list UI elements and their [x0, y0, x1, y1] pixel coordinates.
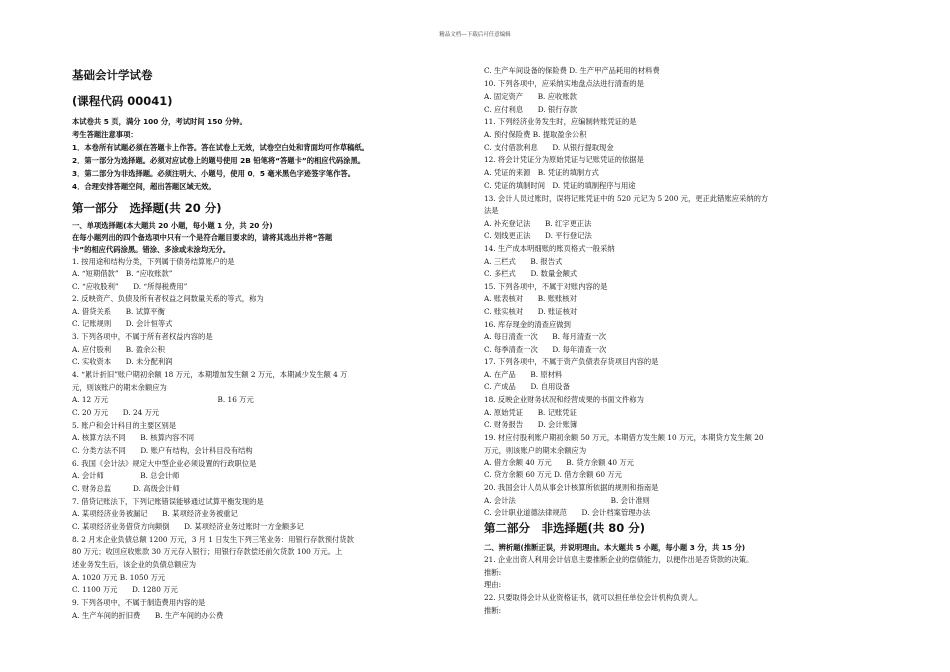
left-text-line: C. 财务总监 D. 高级会计师	[72, 484, 180, 493]
left-text-line: A. 12 万元 B. 16 万元	[72, 395, 254, 404]
left-text-line: 4．合理安排答题空间，超出答题区域无效。	[72, 182, 216, 191]
left-text-line: 元，则该账户的期末余额应为	[72, 383, 167, 392]
section-heading: 第一部分 选择题(共 20 分)	[72, 201, 222, 215]
right-text-line: 10. 下列各项中，应采纳实地盘点法进行清查的是	[484, 79, 644, 88]
right-text-line: 22. 只要取得会计从业资格证书，就可以担任单位会计机构负责人。	[484, 593, 703, 602]
right-text-line: 14. 生产成本明细账的账页格式一般采纳	[484, 244, 615, 253]
left-text-line: C. 某项经济业务借贷方向颠倒 D. 某项经济业务过账时一方金额多记	[72, 522, 304, 531]
right-text-line: 16. 库存现金的清查应做到	[484, 320, 571, 329]
right-text-line: 18. 反映企业财务状况和经营成果的书面文件称为	[484, 395, 644, 404]
left-text-line: C. 分类方法不同 D. 账户有结构，会计科目没有结构	[72, 446, 253, 455]
left-text-line: 8. 2 月末企业负债总额 1200 万元，3 月 1 日发生下列三笔业务：用银行存款预付货款	[72, 535, 354, 544]
right-text-line: A. 在产品 B. 原材料	[484, 370, 563, 379]
right-text-line: A. 原始凭证 B. 记账凭证	[484, 408, 577, 417]
right-text-line: A. 每日清查一次 B. 每月清查一次	[484, 332, 607, 341]
left-text-line: C. 20 万元 D. 24 万元	[72, 408, 160, 417]
exam-title: 基础会计学试卷	[72, 68, 153, 82]
left-text-line: 7. 借贷记账法下，下列记账错误能够通过试算平衡发现的是	[72, 497, 264, 506]
right-text-line: 15. 下列各项中，不属于对账内容的是	[484, 282, 608, 291]
left-text-line: A. “短期借款” B. “应收账款”	[72, 269, 173, 278]
left-text-line: 1. 按用途和结构分类，下列属于债务结算账户的是	[72, 257, 235, 266]
right-text-line: 推断:	[484, 568, 502, 577]
left-text-line: A. 核算方法不同 B. 核算内容不同	[72, 433, 195, 442]
left-text-line: 述业务发生后，该企业的负债总额应为	[72, 560, 197, 569]
right-text-line: 20. 我国会计人员从事会计核算所依据的规则和指南是	[484, 483, 659, 492]
right-text-line: 21. 企业出资人利用会计信息主要推断企业的偿债能力，以便作出是否贷款的决策。	[484, 555, 754, 564]
right-text-line: 12. 将会计凭证分为原始凭证与记账凭证的依据是	[484, 155, 644, 164]
left-text-line: 1．本卷所有试题必须在答题卡上作答。答在试卷上无效，试卷空白处和背面均可作草稿纸。	[72, 143, 369, 152]
right-text-line: C. 支付借款利息 D. 从银行提取现金	[484, 143, 614, 152]
right-text-line: 法是	[484, 206, 499, 215]
right-text-line: A. 三栏式 B. 报告式	[484, 257, 563, 266]
left-text-line: 5. 账户和会计科目的主要区别是	[72, 421, 177, 430]
left-text-line: 4. “累计折旧”账户期初余额 18 万元，本期增加发生额 2 万元，本期减少发生额 4 万	[72, 370, 348, 379]
right-text-line: A. 借方余额 40 万元 B. 贷方余额 40 万元	[484, 458, 634, 467]
left-text-line: 2．第一部分为选择题。必须对应试卷上的题号使用 2B 铅笔将“答题卡”的相应代码涂黑。	[72, 156, 366, 165]
right-text-line: C. 产成品 D. 自用设备	[484, 382, 570, 391]
left-text-line: 3. 下列各项中，不属于所有者权益内容的是	[72, 332, 213, 341]
left-text-line: 80 万元；收回应收账款 30 万元存入银行；用银行存款偿还前欠货款 100 万元。上	[72, 547, 343, 556]
left-text-line: C. 1100 万元 D. 1280 万元	[72, 585, 178, 594]
left-text-line: C. “应收股利” D. “所得税费用”	[72, 282, 188, 291]
right-text-line: 11. 下列经济业务发生时，应编制转账凭证的是	[484, 117, 637, 126]
left-text-line: C. 实收资本 D. 未分配利润	[72, 357, 173, 366]
right-text-line: A. 预付保险费 B. 提取盈余公积	[484, 130, 587, 139]
right-text-line: C. 多栏式 D. 数量金额式	[484, 269, 578, 278]
left-text-line: A. 某项经济业务被漏记 B. 某项经济业务被重记	[72, 509, 238, 518]
left-text-line: 卡”的相应代码涂黑。错涂、多涂或未涂均无分。	[72, 245, 231, 254]
left-text-line: 在每小题列出的四个备选项中只有一个是符合题目要求的，请将其选出并将“答题	[72, 233, 333, 242]
right-text-line: A. 会计法 B. 会计准则	[484, 496, 650, 505]
right-text-line: C. 每季清查一次 D. 每年清查一次	[484, 345, 607, 354]
exam-title: (课程代码 00041)	[72, 94, 173, 108]
right-text-line: C. 贷方余额 60 万元 D. 借方余额 60 万元	[484, 470, 622, 479]
left-text-line: 3．第二部分为非选择题。必须注明大、小题号，使用 0．5 毫米黑色字迹签字笔作答。	[72, 169, 355, 178]
left-text-line: A. 1020 万元 B. 1050 万元	[72, 573, 166, 582]
left-text-line: 6. 我国《会计法》规定大中型企业必须设置的行政职位是	[72, 459, 257, 468]
right-text-line: C. 凭证的填制时间 D. 凭证的填制程序与用途	[484, 181, 636, 190]
right-text-line: 推断:	[484, 606, 502, 615]
left-text-line: 考生答题注意事项：	[72, 130, 138, 139]
right-text-line: C. 生产车间设备的保险费 D. 生产甲产品耗用的材料费	[484, 66, 660, 75]
right-text-line: C. 应付利息 D. 银行存款	[484, 105, 578, 114]
section-heading: 第二部分 非选择题(共 80 分)	[484, 521, 646, 535]
left-text-line: 9. 下列各项中，不属于制造费用内容的是	[72, 598, 206, 607]
right-text-line: 17. 下列各项中，不属于资产负债表存货项目内容的是	[484, 357, 659, 366]
right-text-line: A. 补充登记法 B. 红字更正法	[484, 219, 592, 228]
right-text-line: A. 账表核对 B. 账账核对	[484, 294, 577, 303]
right-text-line: 理由:	[484, 580, 502, 589]
right-text-line: C. 划线更正法 D. 平行登记法	[484, 231, 592, 240]
left-text-line: 一、单项选择题(本大题共 20 小题，每小题 1 分，共 20 分)	[72, 221, 273, 230]
left-text-line: A. 应付股利 B. 盈余公积	[72, 345, 165, 354]
right-text-line: 19. 材应付股利账户期初余额 50 万元，本期借方发生额 10 万元，本期贷方发生额 20	[484, 433, 764, 442]
right-text-line: A. 凭证的来源 B. 凭证的填制方式	[484, 168, 599, 177]
left-text-line: A. 借贷关系 B. 试算平衡	[72, 307, 165, 316]
right-text-line: 二、辨析题(推断正误，并说明理由。本大题共 5 小题，每小题 3 分，共 15 分)	[484, 543, 746, 552]
right-text-line: A. 固定资产 B. 应收账款	[484, 92, 577, 101]
right-text-line: 万元，则该账户的期末余额应为	[484, 446, 587, 455]
left-text-line: 本试卷共 5 页，满分 100 分，考试时间 150 分钟。	[72, 117, 247, 126]
left-text-line: A. 生产车间的折旧费 B. 生产车间的办公费	[72, 610, 224, 620]
right-text-line: C. 账实核对 D. 账证核对	[484, 307, 578, 316]
left-text-line: C. 记账规则 D. 会计恒等式	[72, 319, 173, 328]
left-text-line: 2. 反映资产、负债及所有者权益之间数量关系的等式，称为	[72, 294, 264, 303]
page-header: 精品文档---下载后可任意编辑	[439, 32, 511, 38]
right-text-line: 13. 会计人员过账时，误将记账凭证中的 520 元记为 5 200 元，更正此错账应采纳的方	[484, 194, 769, 203]
right-text-line: C. 会计职业道德法律规范 D. 会计档案管理办法	[484, 508, 651, 517]
left-text-line: A. 会计师 B. 总会计师	[72, 471, 180, 480]
right-text-line: C. 财务报告 D. 会计账簿	[484, 420, 578, 429]
